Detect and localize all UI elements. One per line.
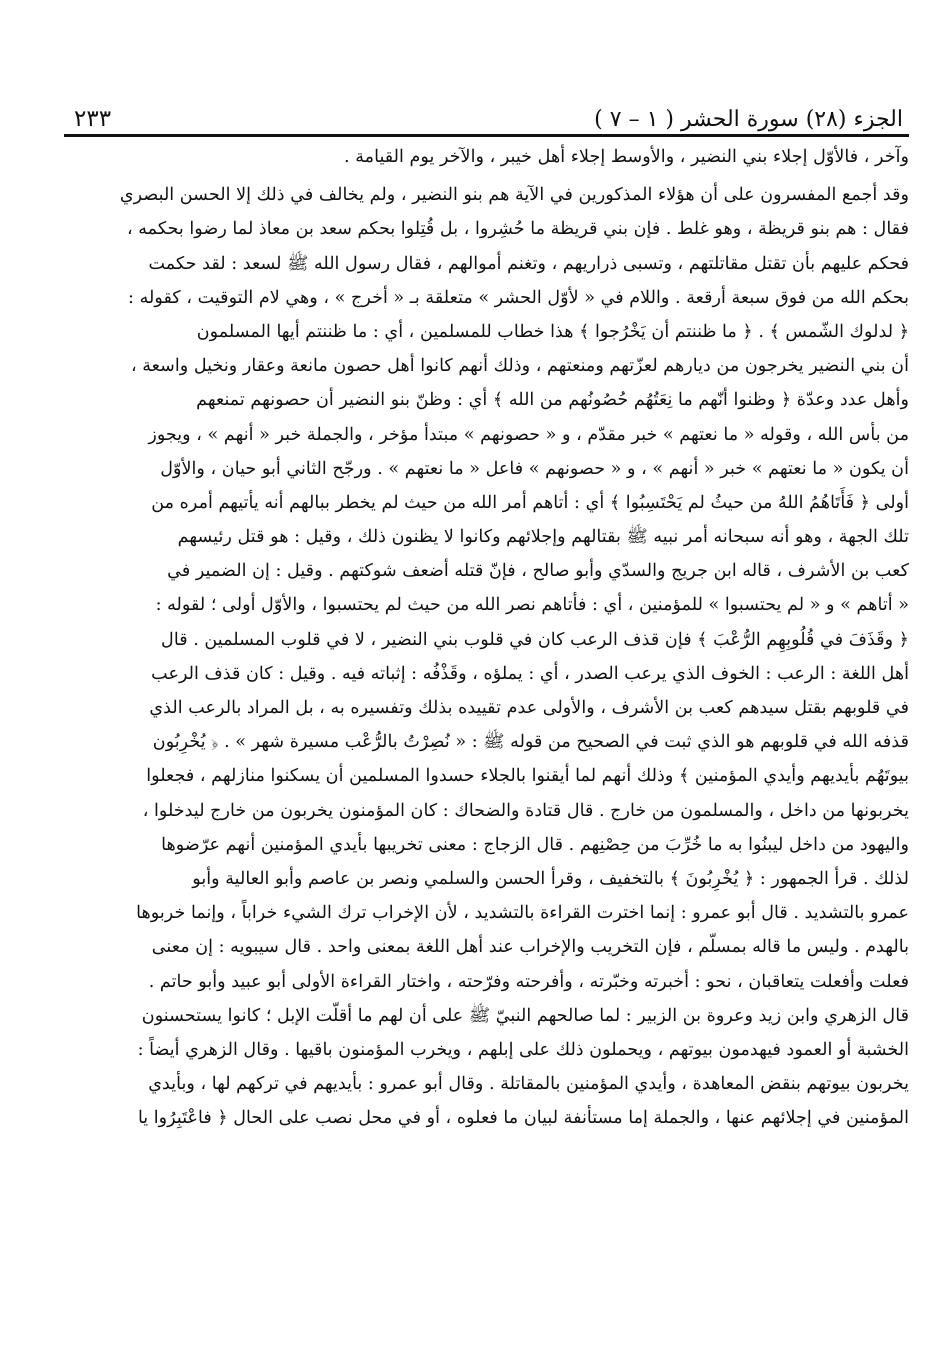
text-line: قذفه الله في قلوبهم هو الذي ثبت في الصحيح من قوله ﷺ : « نُصِرْتُ بالرُّعْب مسيرة شهر » . ﴿ يُخْرِبُون xyxy=(152,732,909,753)
text-line: بيوتَهُم بأيديهم وأيدي المؤمنين ﴾ وذلك أنهم لما أيقنوا بالجلاء حسدوا المسلمين أن يسكنوا منازلهم ، فجعلوا xyxy=(146,766,909,787)
running-head: الجزء (٢٨) سورة الحشر ( ١ – ٧ ) xyxy=(594,107,903,132)
text-line: وأهل عدد وعدّة ﴿ وظنوا أنّهم ما نِعَتُهُم حُصُونُهم من الله ﴾ أي : وظنّ بنو النضير أن حصونهم تمنعهم xyxy=(196,390,909,411)
page-header xyxy=(64,98,909,132)
text-line: أولى ﴿ فَأَتَاهُمُ اللهُ من حيثُ لم يَحْتَسِبُوا ﴾ أي : أتاهم أمر الله من حيث لم يخطر ببالهم أنه يأتيهم أمره من xyxy=(151,492,909,513)
text-line: تلك الجهة ، وهو أنه سبحانه أمر نبيه ﷺ بقتالهم وإجلائهم وكانوا لا يظنون ذلك ، وقيل : هو قتل رئيسهم xyxy=(177,527,909,548)
text-line: بالهدم . وليس ما قاله بمسلّم ، فإن التخريب والإخراب عند أهل اللغة بمعنى واحد . قال سيبويه : إن معنى xyxy=(151,937,909,958)
text-line: يخربون بيوتهم بنقض المعاهدة ، وأيدي المؤمنين بالمقاتلة . وقال أبو عمرو : بأيديهم في تركهم لها ، وبأيدي xyxy=(148,1074,909,1095)
text-line: أهل اللغة : الرعب : الخوف الذي يرعب الصدر ، أي : يملؤه ، وقَذْفُه : إثباته فيه . وقيل : كان قذف الرعب xyxy=(151,663,909,684)
text-line: في قلوبهم بقتل سيدهم كعب بن الأشرف ، والأولى عدم تقييده بذلك وتفسيره به ، بل المراد بالرعب الذي xyxy=(149,698,909,718)
text-line: عمرو بالتشديد . قال أبو عمرو : إنما اخترت القراءة بالتشديد ، لأن الإخراب ترك الشيء خراباً ، وإنما خربوها xyxy=(136,903,909,924)
text-line: كعب بن الأشرف ، قاله ابن جريج والسدّي وأبو صالح ، فإنّ قتله أضعف شوكتهم . وقيل : إن الضمير في xyxy=(167,561,909,582)
text-line: وآخر ، فالأوّل إجلاء بني النضير ، والأوسط إجلاء أهل خيبر ، والآخر يوم القيامة . xyxy=(344,147,909,167)
text-line: لذلك . قرأ الجمهور : ﴿ يُخْرِبُونَ ﴾ بالتخفيف ، وقرأ الحسن والسلمي ونصر بن عاصم وأبو العالية وأبو xyxy=(192,868,909,889)
body-text xyxy=(64,140,909,1135)
text-line: واليهود من داخل ليبنُوا به ما خُرِّبَ من حِصْنِهم . قال الزجاج : معنى تخريبها بأيدي المؤمنين أنهم عرّضوها xyxy=(161,834,909,855)
text-line: « أتاهم » و « لم يحتسبوا » للمؤمنين ، أي : فأتاهم نصر الله من حيث لم يحتسبوا ، والأوّل أولى ؛ لقوله : xyxy=(155,595,909,616)
text-line: من بأس الله ، وقوله « ما نعتهم » خبر مقدّم ، و « حصونهم » مبتدأ مؤخر ، والجملة خبر « أنهم » ، ويجوز xyxy=(148,424,909,445)
text-line: بحكم الله من فوق سبعة أرقعة . واللام في « لأوّل الحشر » متعلقة بـ « أخرج » ، وهي لام التوقيت ، كقوله : xyxy=(128,287,909,308)
text-line: أن يكون « ما نعتهم » خبر « أنهم » ، و « حصونهم » فاعل « ما نعتهم » . ورجّح الثاني أبو حيان ، والأوّل xyxy=(160,458,909,479)
text-line: وقد أجمع المفسرون على أن هؤلاء المذكورين في الآية هم بنو النضير ، ولم يخالف في ذلك إلا الحسن البصري xyxy=(119,185,909,206)
text-line: فحكم عليهم بأن تقتل مقاتلتهم ، وتسبى ذراريهم ، وتغنم أموالهم ، فقال رسول الله ﷺ لسعد : لقد حكمت xyxy=(148,253,909,274)
text-line: فعلت وأفعلت يتعاقبان ، نحو : أخبرته وخبّرته ، وأفرحته وفرّحته ، واختار القراءة الأولى أبو عبيد وأبو حاتم . xyxy=(148,971,909,992)
text-line: ﴿ لدلوك الشّمس ﴾ . ﴿ ما ظننتم أن يَخْرُجوا ﴾ هذا خطاب للمسلمين ، أي : ما ظننتم أيها المسلمون xyxy=(196,321,909,342)
text-line: الخشبة أو العمود فيهدمون بيوتهم ، ويحملون ذلك على إبلهم ، ويخرب المؤمنون باقيها . وقال الزهري أيضاً : xyxy=(137,1039,909,1060)
text-line: ﴿ وقَذَفَ في قُلُوبِهِم الرُّعْبَ ﴾ فإن قذف الرعب كان في قلوب بني النضير ، لا في قلوب المسلمين . قال xyxy=(161,629,909,650)
text-line: يخربونها من داخل ، والمسلمون من خارج . قال قتادة والضحاك : كان المؤمنون يخربون من خارج ليدخلوا ، xyxy=(142,800,909,821)
text-line: فقال : هم بنو قريظة ، وهو غلط . فإن بني قريظة ما حُشِروا ، بل قُتِلوا بحكم سعد بن معاذ لما رضوا بحكمه ، xyxy=(126,219,909,240)
header-rule xyxy=(64,134,909,137)
text-line: أن بني النضير يخرجون من ديارهم لعزّتهم ومنعتهم ، وذلك أنهم كانوا أهل حصون مانعة وعقار ونخيل واسعة ، xyxy=(130,356,909,377)
text-line: قال الزهري وابن زيد وعروة بن الزبير : لما صالحهم النبيّ ﷺ على أن لهم ما أقلّت الإبل ؛ كانوا يستحسنون xyxy=(141,1005,909,1026)
text-line: المؤمنين في إجلائهم عنها ، والجملة إما مستأنفة لبيان ما فعلوه ، أو في محل نصب على الحال ﴿ فاعْتَبِرُوا يا xyxy=(137,1108,909,1129)
page-number: ٢٣٣ xyxy=(74,106,112,132)
